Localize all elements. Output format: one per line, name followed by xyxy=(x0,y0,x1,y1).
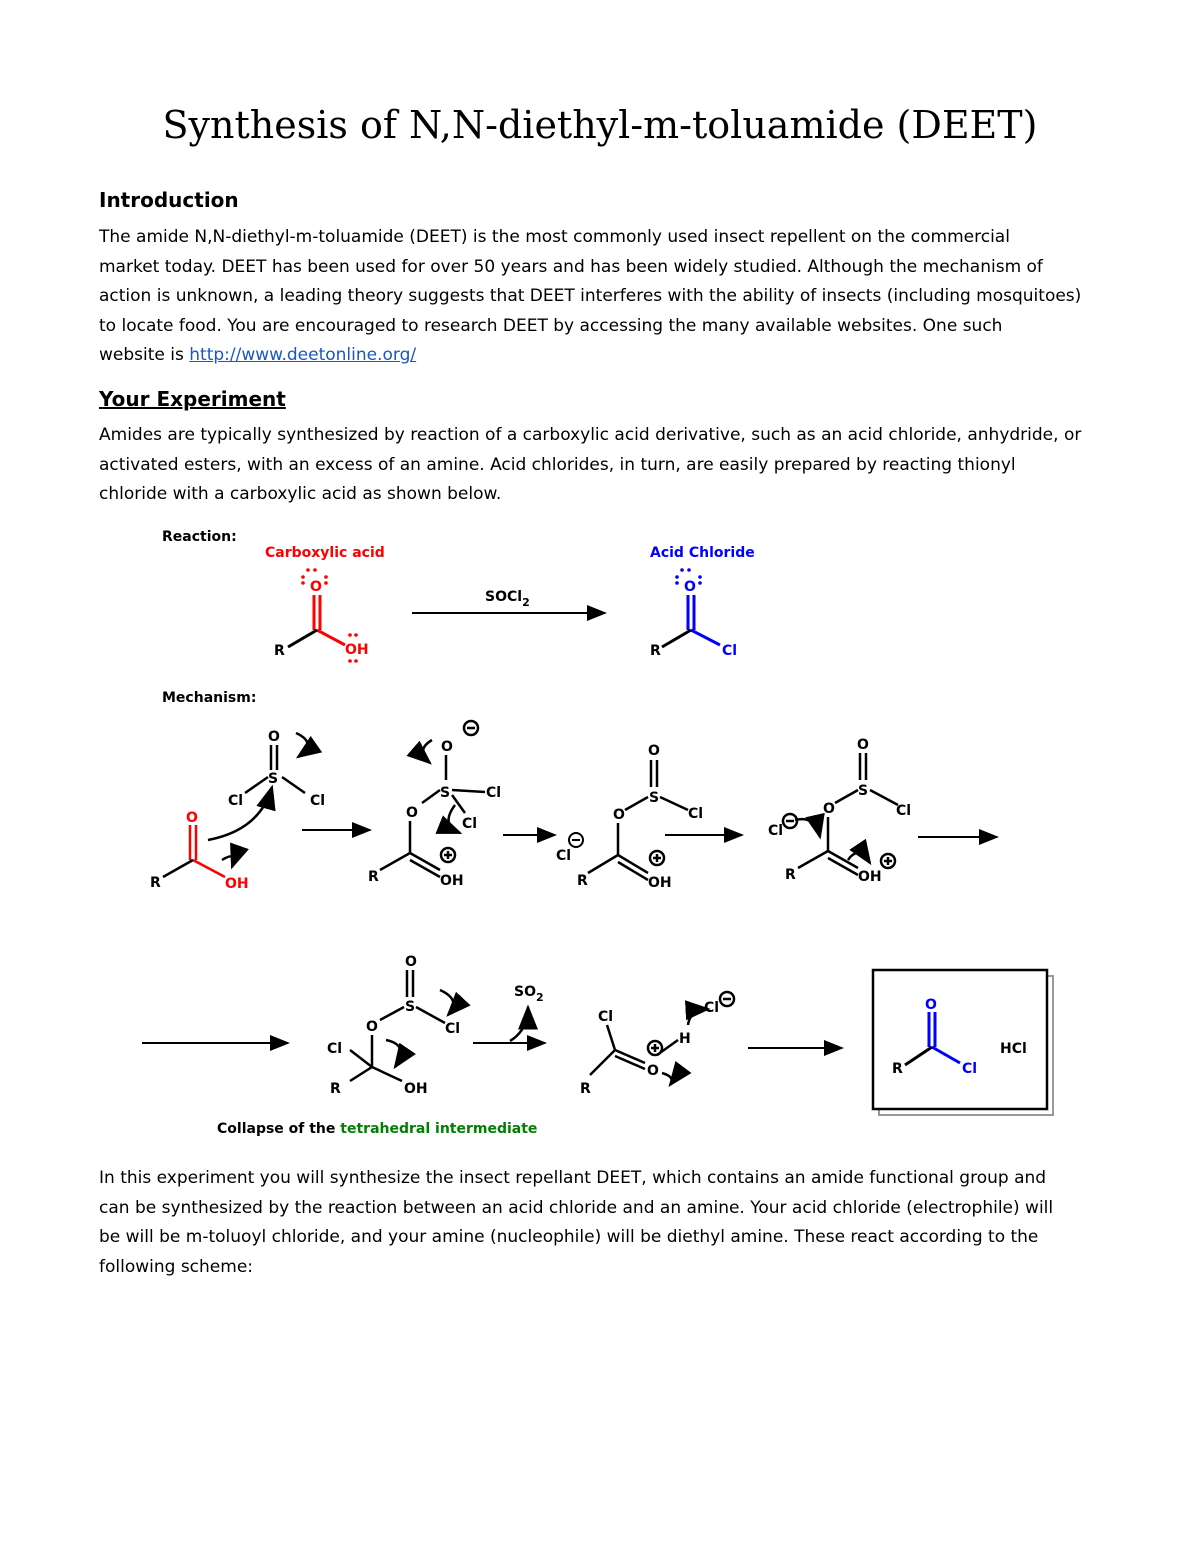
mechanism-step-4 xyxy=(783,753,898,875)
text-span: website is xyxy=(99,345,190,365)
r-group: R xyxy=(330,1081,341,1097)
chlorine-atom: Cl xyxy=(486,785,502,801)
oxygen-atom: O xyxy=(366,1019,378,1035)
text-line: chloride with a carboxylic acid as shown below. xyxy=(99,484,502,504)
text-line: to locate food. You are encouraged to research DEET by accessing the many available websites. One such xyxy=(99,315,1003,336)
r-group: R xyxy=(577,873,588,889)
r-group: R xyxy=(274,643,285,659)
r-group: R xyxy=(150,875,161,891)
mechanism-step-2 xyxy=(380,721,485,877)
text-line: market today. DEET has been used for over 50 years and has been widely studied. Although the mechanism of xyxy=(99,256,1043,277)
chlorine-atom: Cl xyxy=(228,793,244,809)
sulfur-atom: S xyxy=(440,785,451,801)
reaction-scheme xyxy=(0,515,1200,1155)
chloride-ion: Cl xyxy=(556,848,572,864)
chlorine-atom: Cl xyxy=(462,816,478,832)
text-line: action is unknown, a leading theory suggests that DEET interferes with the ability of insects (including mosquitoes) xyxy=(99,286,1082,306)
hydroxyl-group: OH xyxy=(225,876,249,892)
oxygen-atom: O xyxy=(405,954,417,970)
sulfur-atom: S xyxy=(268,771,279,787)
oxygen-atom: O xyxy=(823,801,835,817)
carboxylic-acid-structure xyxy=(288,595,345,647)
text-line xyxy=(99,341,1109,371)
experiment-paragraph-2 xyxy=(99,1164,1109,1282)
text-line: The amide N,N-diethyl-m-toluamide (DEET) is the most commonly used insect repellent on the commercial xyxy=(99,227,1010,247)
product-box xyxy=(873,970,1047,1109)
r-group: R xyxy=(785,867,796,883)
oxygen-atom: O xyxy=(684,579,696,595)
r-group: R xyxy=(580,1081,591,1097)
text-line: activated esters, with an excess of an amine. Acid chlorides, in turn, are easily prepared by reacting thionyl xyxy=(99,454,1016,475)
chloride-ion: Cl xyxy=(768,823,784,839)
hydroxyl-group: OH xyxy=(648,875,672,891)
introduction-heading: Introduction xyxy=(99,188,239,212)
oxygen-atom: O xyxy=(406,805,418,821)
hydroxyl-group: OH xyxy=(440,873,464,889)
reaction-label: Reaction: xyxy=(162,529,237,545)
hydrogen-atom: H xyxy=(679,1031,691,1047)
chlorine-atom: Cl xyxy=(445,1021,461,1037)
oxygen-atom: O xyxy=(648,743,660,759)
oxygen-atom: O xyxy=(613,807,625,823)
oxygen-atom: O xyxy=(925,997,937,1013)
sulfur-dioxide: $SO_2$ xyxy=(514,984,544,1004)
chlorine-atom: Cl xyxy=(327,1041,343,1057)
acid-chloride-label: Acid Chloride xyxy=(650,545,755,561)
chlorine-atom: Cl xyxy=(962,1061,978,1077)
carboxylic-acid-label: Carboxylic acid xyxy=(265,545,385,561)
mechanism-label: Mechanism: xyxy=(162,690,257,706)
experiment-heading: Your Experiment xyxy=(99,387,286,411)
text-line: can be synthesized by the reaction between an acid chloride and an amine. Your acid chloride (electrophile) will xyxy=(99,1197,1054,1218)
hydroxyl-group: OH xyxy=(858,869,882,885)
sulfur-atom: S xyxy=(405,999,416,1015)
hydroxyl-group: OH xyxy=(345,642,369,658)
hydroxyl-group: OH xyxy=(404,1081,428,1097)
r-group: R xyxy=(368,869,379,885)
hydrogen-chloride: HCl xyxy=(1000,1041,1027,1057)
oxygen-atom: O xyxy=(857,737,869,753)
oxygen-atom: O xyxy=(186,810,198,826)
page-title: Synthesis of N,N-diethyl-m-toluamide (DEET) xyxy=(162,103,1038,147)
chlorine-atom: Cl xyxy=(688,806,704,822)
text-line: Amides are typically synthesized by reaction of a carboxylic acid derivative, such as an acid chloride, anhydride, or xyxy=(99,425,1082,445)
oxygen-atom: O xyxy=(310,579,322,595)
oxygen-atom: O xyxy=(441,739,453,755)
deetonline-link[interactable]: http://www.deetonline.org/ xyxy=(189,345,417,365)
introduction-paragraph xyxy=(99,223,1109,371)
text-line: In this experiment you will synthesize the insect repellant DEET, which contains an amide functional group and xyxy=(99,1168,1047,1188)
chlorine-atom: Cl xyxy=(598,1009,614,1025)
r-group: R xyxy=(650,643,661,659)
acid-chloride-structure xyxy=(662,595,720,647)
oxygen-atom: O xyxy=(268,729,280,745)
sulfur-atom: S xyxy=(858,783,869,799)
chlorine-atom: Cl xyxy=(310,793,326,809)
collapse-caption: Collapse of the tetrahedral intermediate xyxy=(217,1121,538,1137)
oxygen-atom: O xyxy=(647,1063,659,1079)
mechanism-step-3 xyxy=(588,760,688,880)
chlorine-atom: Cl xyxy=(722,643,738,659)
experiment-paragraph-1 xyxy=(99,421,1109,510)
chlorine-atom: Cl xyxy=(896,803,912,819)
text-line: be will be m-toluoyl chloride, and your amine (nucleophile) will be diethyl amine. These react according to the xyxy=(99,1227,1039,1247)
chloride-ion: Cl xyxy=(704,1000,720,1016)
text-line: following scheme: xyxy=(99,1256,254,1277)
thionyl-chloride-reagent: SOCl$_2$ xyxy=(485,589,530,609)
sulfur-atom: S xyxy=(649,790,660,806)
r-group: R xyxy=(892,1061,903,1077)
